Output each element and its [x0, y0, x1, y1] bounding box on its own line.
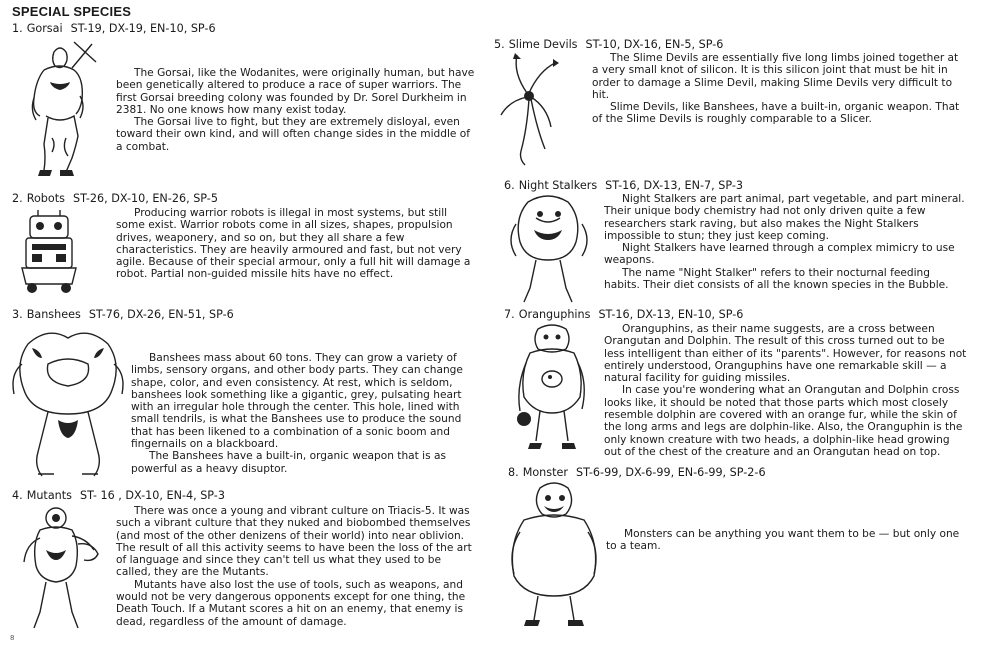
species-number: 6. — [504, 179, 515, 192]
species-name: Oranguphins — [518, 308, 591, 321]
robot-illustration — [18, 210, 80, 294]
species-stats: ST-16, DX-13, EN-7, SP-3 — [605, 179, 744, 192]
oranguphin-illustration — [512, 323, 592, 453]
species-number: 8. — [508, 466, 519, 479]
species-title-banshees — [12, 308, 234, 321]
species-name: Banshees — [26, 308, 81, 321]
paragraph: There was once a young and vibrant culture on Triacis-5. It was such a vibrant culture that they nuked and biobombed themselves (and most of the other denizens of their world) into near oblivion. The result of all this activity seems to have been the loss of the art of language and since they can't tell us what they used to be called, they are the Mutants. — [116, 505, 472, 579]
paragraph: Monsters can be anything you want them to be — but only one to a team. — [606, 528, 960, 553]
paragraph: Banshees mass about 60 tons. They can grow a variety of limbs, sensory organs, and other body parts. They can change shape, color, and even consistency. At rest, which is seldom, banshees look something like a gigantic, grey, pulsating heart with an irregular hole through the center. This hole, lined with small tendrils, is what the Banshees use to produce the sound that has been likened to a combination of a sonic boom and fingernails on a blackboard. — [131, 352, 463, 451]
species-stats: ST- 16 , DX-10, EN-4, SP-3 — [79, 489, 225, 502]
paragraph: The Gorsai live to fight, but they are extremely disloyal, even toward their own kind, and will often change sides in the middle of a combat. — [116, 116, 470, 153]
paragraph: Slime Devils, like Banshees, have a built-in, organic weapon. That of the Slime Devils is roughly comparable to a Slicer. — [592, 101, 960, 126]
page-heading: SPECIAL SPECIES — [12, 4, 132, 19]
paragraph: The Banshees have a built-in, organic weapon that is as powerful as a heavy disuptor. — [131, 450, 447, 475]
species-description-oranguphins — [604, 323, 968, 458]
monster-illustration — [504, 480, 604, 630]
species-number: 3. — [12, 308, 23, 321]
species-name: Robots — [26, 192, 65, 205]
paragraph: In case you're wondering what an Orangutan and Dolphin cross looks like, it should be noted that those parts which most closely resemble dolphin are covered with an orange fur, while the skin of the long arms and legs are dolphin-like. Also, the Oranguphin is the only known creature with two heads, a dolphin-like head growing out of the chest of the creature and an Orangutan head on top. — [604, 384, 963, 458]
species-number: 1. — [12, 22, 23, 35]
species-description-mutants — [116, 505, 478, 628]
species-number: 5. — [494, 38, 505, 51]
species-description-banshees — [131, 352, 473, 475]
paragraph: Mutants have also lost the use of tools, such as weapons, and would not be very dangerous opponents except for one thing, the Death Touch. If a Mutant scores a hit on an enemy, that enemy is dead, regardless of the amount of damage. — [116, 578, 466, 628]
species-stats: ST-26, DX-10, EN-26, SP-5 — [72, 192, 218, 205]
night-stalker-illustration — [506, 194, 592, 306]
species-number: 7. — [504, 308, 515, 321]
species-stats: ST-10, DX-16, EN-5, SP-6 — [585, 38, 724, 51]
species-stats: ST-6-99, DX-6-99, EN-6-99, SP-2-6 — [575, 466, 766, 479]
species-name: Night Stalkers — [518, 179, 598, 192]
species-stats: ST-19, DX-19, EN-10, SP-6 — [70, 22, 216, 35]
species-title-robots — [12, 192, 218, 205]
species-description-robots — [116, 207, 478, 281]
banshee-illustration — [8, 324, 128, 484]
page-number: 8 — [10, 634, 15, 642]
species-number: 4. — [12, 489, 23, 502]
species-description-night-stalkers — [604, 193, 968, 291]
species-number: 2. — [12, 192, 23, 205]
mutant-illustration — [16, 504, 106, 632]
species-description-gorsai — [116, 67, 478, 153]
species-title-monster — [508, 466, 766, 479]
paragraph: Oranguphins, as their name suggests, are a cross between Orangutan and Dolphin. The result of this cross turned out to be less intelligent than either of its "parents". However, for reasons not entirely understood, Oranguphins have one remarkable skill — a natural facility for guiding missiles. — [604, 323, 967, 385]
species-stats: ST-76, DX-26, EN-51, SP-6 — [88, 308, 234, 321]
paragraph: Night Stalkers are part animal, part vegetable, and part mineral. Their unique body chemistry had not only driven quite a few researchers stark raving, but also makes the Night Stalkers impossible to stun; they just keep coming. — [604, 193, 965, 242]
paragraph: Producing warrior robots is illegal in most systems, but still some exist. Warrior robots come in all sizes, shapes, propulsion drives, weaponery, and so on, but they all share a few characteristics. They are heavily armoured and fast, but not very agile. Because of their special armour, only a full hit will damage a robot. Partial non-guided missile hits have no effect. — [116, 207, 471, 281]
paragraph: Night Stalkers have learned through a complex mimicry to use weapons. — [604, 242, 955, 267]
species-title-oranguphins — [504, 308, 743, 321]
species-name: Monster — [522, 466, 568, 479]
species-title-night-stalkers — [504, 179, 743, 192]
paragraph: The Gorsai, like the Wodanites, were originally human, but have been genetically altered to produce a race of super warriors. The first Gorsai breeding colony was founded by Dr. Sorel Durkheim in 2381. No one knows how many exist today. — [116, 67, 475, 116]
paragraph: The Slime Devils are essentially five long limbs joined together at a very small knot of silicon. It is this silicon joint that must be hit in order to damage a Slime Devil, making Slime Devils very difficult to hit. — [592, 52, 959, 101]
species-stats: ST-16, DX-13, EN-10, SP-6 — [598, 308, 744, 321]
species-description-monster — [606, 528, 968, 553]
species-title-slime-devils — [494, 38, 723, 51]
species-name: Gorsai — [26, 22, 63, 35]
gorsai-illustration — [14, 38, 104, 178]
species-name: Mutants — [26, 489, 72, 502]
paragraph: The name "Night Stalker" refers to their nocturnal feeding habits. Their diet consists of all the known species in the Bubble. — [604, 266, 949, 292]
species-name: Slime Devils — [508, 38, 578, 51]
species-title-gorsai — [12, 22, 216, 35]
slime-devil-illustration — [497, 53, 561, 167]
species-title-mutants — [12, 489, 225, 502]
species-description-slime-devils — [592, 52, 964, 126]
